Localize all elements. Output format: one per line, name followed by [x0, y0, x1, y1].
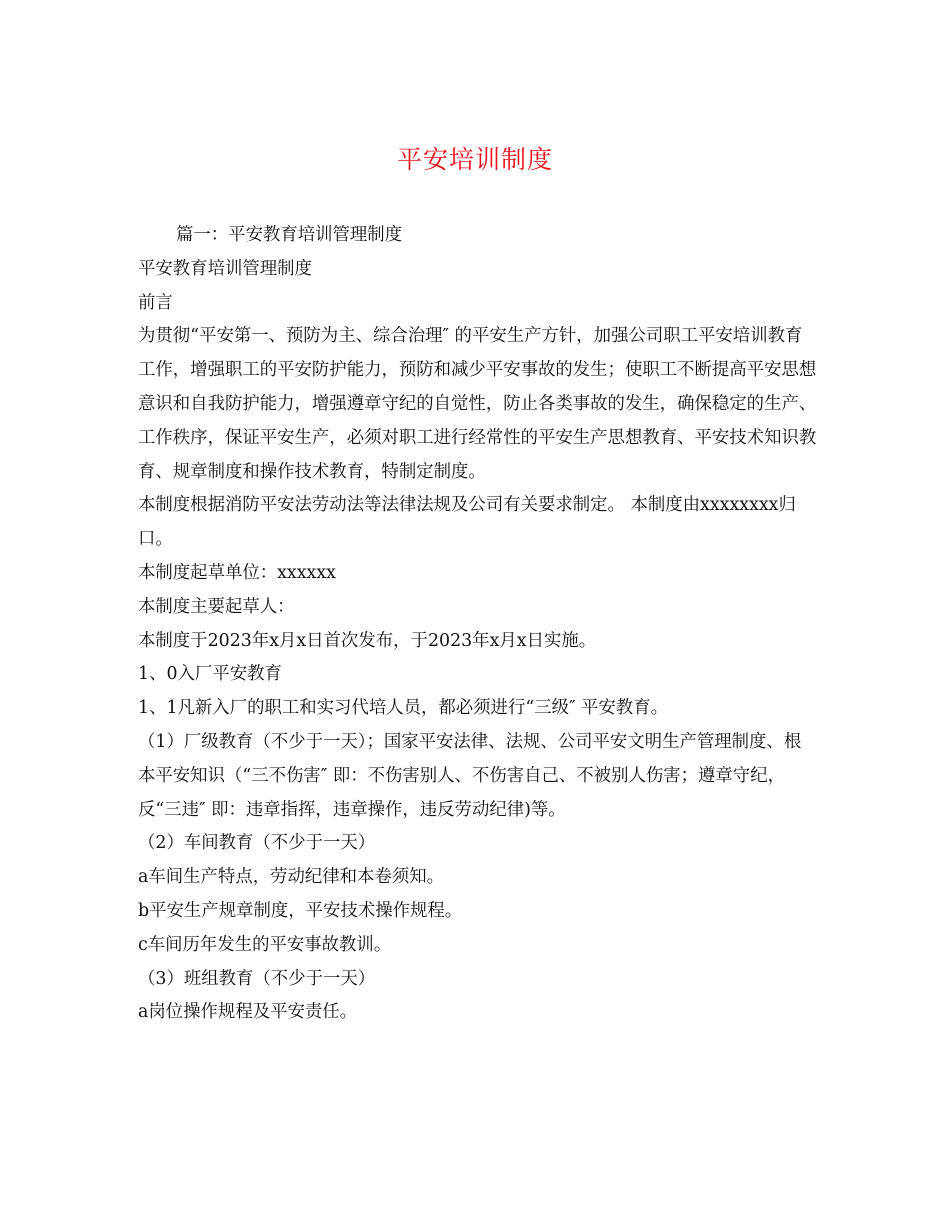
- drafting-unit: 本制度起草单位：xxxxxx: [138, 562, 336, 583]
- list-item-b: b平安生产规章制度，平安技术操作规程。: [138, 900, 463, 921]
- basis-paragraph: 本制度根据消防平安法劳动法等法律法规及公司有关要求制定。 本制度由xxxxxxxx归口。: [138, 495, 796, 550]
- list-item-a-team: a岗位操作规程及平安责任。: [138, 1002, 358, 1023]
- item-workshop-education: （2）车间教育（不少于一天）: [138, 833, 376, 854]
- section-heading: 篇一：平安教育培训管理制度: [176, 225, 403, 245]
- list-item-a: a车间生产特点，劳动纪律和本卷须知。: [138, 867, 445, 888]
- item-factory-education: （1）厂级教育（不少于一天）；国家平安法律、法规、公司平安文明生产管理制度、根本平安知识（“三不伤害″ 即：不伤害别人、不伤害自己、不被别人伤害；遵章守纪，反“三违″ 即：违章指挥，违章操作，违反劳动纪律)等。: [138, 731, 802, 820]
- document-body: [138, 219, 818, 1030]
- release-date: 本制度于2023年x月x日首次发布，于2023年x月x日实施。: [138, 630, 597, 651]
- section-1-1: 1、1凡新入厂的职工和实习代培人员，都必须进行“三级″ 平安教育。: [138, 698, 668, 719]
- main-drafter: 本制度主要起草人：: [138, 596, 295, 617]
- subtitle: 平安教育培训管理制度: [138, 258, 312, 279]
- list-item-c: c车间历年发生的平安事故教训。: [138, 934, 392, 955]
- section-1-0: 1、0入厂平安教育: [138, 664, 282, 685]
- document-title: 平安培训制度: [396, 145, 553, 174]
- preface-paragraph: 为贯彻“平安第一、预防为主、综合治理″ 的平安生产方针，加强公司职工平安培训教育工作，增强职工的平安防护能力，预防和减少平安事故的发生；使职工不断提高平安思想意识和自我防护能力，增强遵章守纪的自觉性，防止各类事故的发生，确保稳定的生产、工作秩序，保证平安生产，必须对职工进行经常性的平安生产思想教育、平安技术知识教育、规章制度和操作技术教育，特制定制度。: [138, 326, 817, 482]
- item-team-education: （3）班组教育（不少于一天）: [138, 968, 376, 989]
- preface-heading: 前言: [138, 292, 173, 313]
